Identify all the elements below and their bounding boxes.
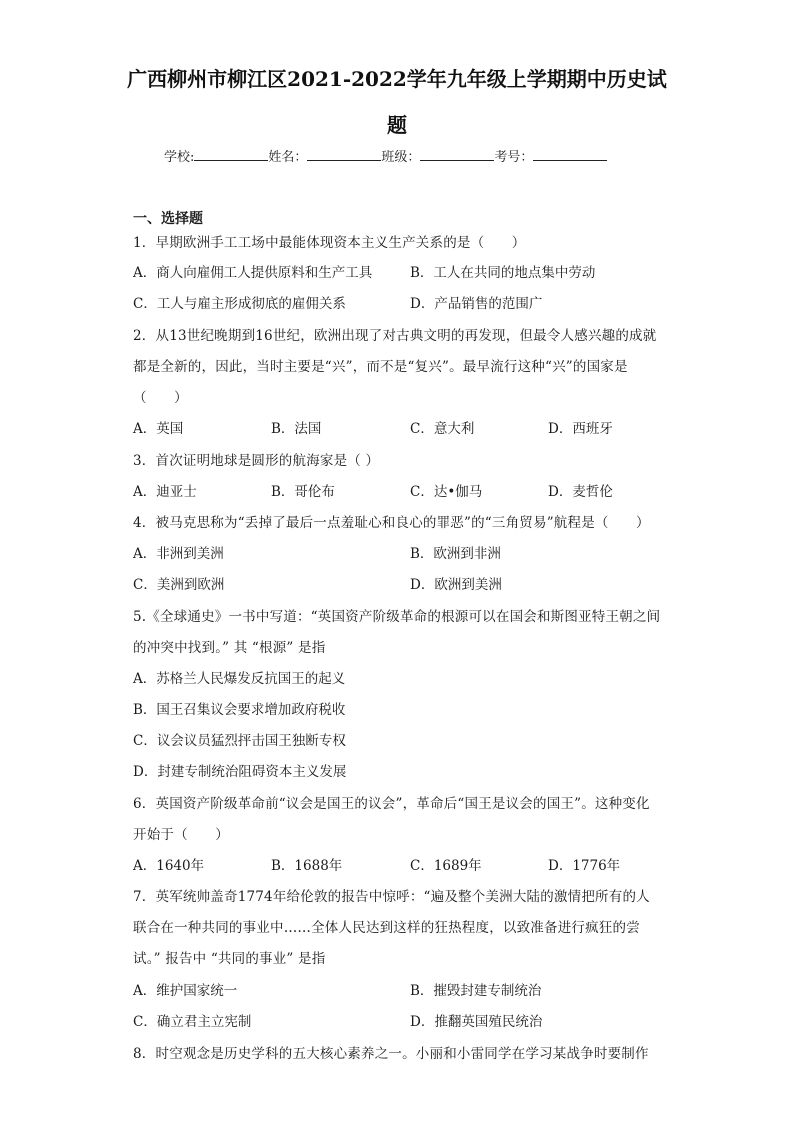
class-blank[interactable] xyxy=(420,148,494,161)
question-6-option-b[interactable]: B．1688年 xyxy=(271,858,343,874)
question-8-stem: 8．时空观念是历史学科的五大核心素养之一。小丽和小雷同学在学习某战争时要制作 xyxy=(133,1046,649,1062)
number-blank[interactable] xyxy=(533,148,607,161)
question-1-option-c[interactable]: C．工人与雇主形成彻底的雇佣关系 xyxy=(133,296,346,312)
question-7-option-a[interactable]: A．维护国家统一 xyxy=(133,983,238,999)
class-label: 班级： xyxy=(381,150,421,165)
question-5-option-b[interactable]: B．国王召集议会要求增加政府税收 xyxy=(133,702,346,718)
question-3-stem: 3．首次证明地球是圆形的航海家是（ ） xyxy=(133,453,380,469)
question-1-stem: 1．早期欧洲手工工场中最能体现资本主义生产关系的是（ ） xyxy=(133,235,526,251)
section-heading: 一、选择题 xyxy=(133,211,203,227)
question-2-option-d[interactable]: D．西班牙 xyxy=(548,421,613,437)
question-3-option-c[interactable]: C．达•伽马 xyxy=(410,484,483,500)
question-3-option-d[interactable]: D．麦哲伦 xyxy=(548,484,613,500)
name-blank[interactable] xyxy=(307,148,381,161)
question-4-option-d[interactable]: D．欧洲到美洲 xyxy=(410,577,502,593)
question-3-option-a[interactable]: A．迪亚士 xyxy=(133,484,197,500)
question-2-stem: 2．从13世纪晚期到16世纪，欧洲出现了对古典文明的再发现，但最令人感兴趣的成就都是全新的，因此，当时主要是“兴”，而不是“复兴”。最早流行这种“兴”的国家是（ ） xyxy=(133,328,657,406)
question-5-stem: 5.《全球通史》一书中写道：“英国资产阶级革命的根源可以在国会和斯图亚特王朝之间的冲突中找到。” 其 “根源” 是指 xyxy=(133,609,661,656)
question-6-option-d[interactable]: D．1776年 xyxy=(548,858,621,874)
question-6-option-a[interactable]: A．1640年 xyxy=(133,858,205,874)
question-5-option-d[interactable]: D．封建专制统治阻碍资本主义发展 xyxy=(133,764,347,780)
name-label: 姓名： xyxy=(268,150,308,165)
question-3-option-b[interactable]: B．哥伦布 xyxy=(271,484,335,500)
question-7-option-d[interactable]: D．推翻英国殖民统治 xyxy=(410,1014,543,1030)
question-6-option-c[interactable]: C．1689年 xyxy=(410,858,482,874)
question-5-option-a[interactable]: A．苏格兰人民爆发反抗国王的起义 xyxy=(133,671,346,687)
exam-title-line2: 题 xyxy=(387,113,407,137)
number-label: 考号： xyxy=(494,150,534,165)
question-7-stem: 7．英军统帅盖奇1774年给伦敦的报告中惊呼：“遍及整个美洲大陆的激情把所有的人联合在一种共同的事业中……全体人民达到这样的狂热程度，以致准备进行疯狂的尝试。” 报告中 “共同的事业” 是指 xyxy=(133,889,650,967)
question-4-option-b[interactable]: B．欧洲到非洲 xyxy=(410,546,501,562)
question-4-stem: 4．被马克思称为“丢掉了最后一点羞耻心和良心的罪恶”的“三角贸易”航程是（ ） xyxy=(133,515,650,531)
question-5-option-c[interactable]: C．议会议员猛烈抨击国王独断专权 xyxy=(133,733,346,749)
question-1-option-d[interactable]: D．产品销售的范围广 xyxy=(410,296,543,312)
question-2-option-a[interactable]: A．英国 xyxy=(133,421,184,437)
question-4-option-c[interactable]: C．美洲到欧洲 xyxy=(133,577,225,593)
exam-title-line1: 广西柳州市柳江区2021-2022学年九年级上学期期中历史试 xyxy=(127,67,667,91)
school-blank[interactable] xyxy=(194,148,268,161)
question-1-option-a[interactable]: A．商人向雇佣工人提供原料和生产工具 xyxy=(133,265,373,281)
question-2-option-c[interactable]: C．意大利 xyxy=(410,421,475,437)
question-7-option-c[interactable]: C．确立君主立宪制 xyxy=(133,1014,252,1030)
question-6-stem: 6．英国资产阶级革命前“议会是国王的议会”，革命后“国王是议会的国王”。这种变化开始于（ ） xyxy=(133,796,650,843)
question-4-option-a[interactable]: A．非洲到美洲 xyxy=(133,546,224,562)
question-7-option-b[interactable]: B．摧毁封建专制统治 xyxy=(410,983,542,999)
student-info-fields xyxy=(164,146,607,165)
school-label: 学校: xyxy=(164,150,195,165)
question-1-option-b[interactable]: B．工人在共同的地点集中劳动 xyxy=(410,265,596,281)
question-2-option-b[interactable]: B．法国 xyxy=(271,421,322,437)
